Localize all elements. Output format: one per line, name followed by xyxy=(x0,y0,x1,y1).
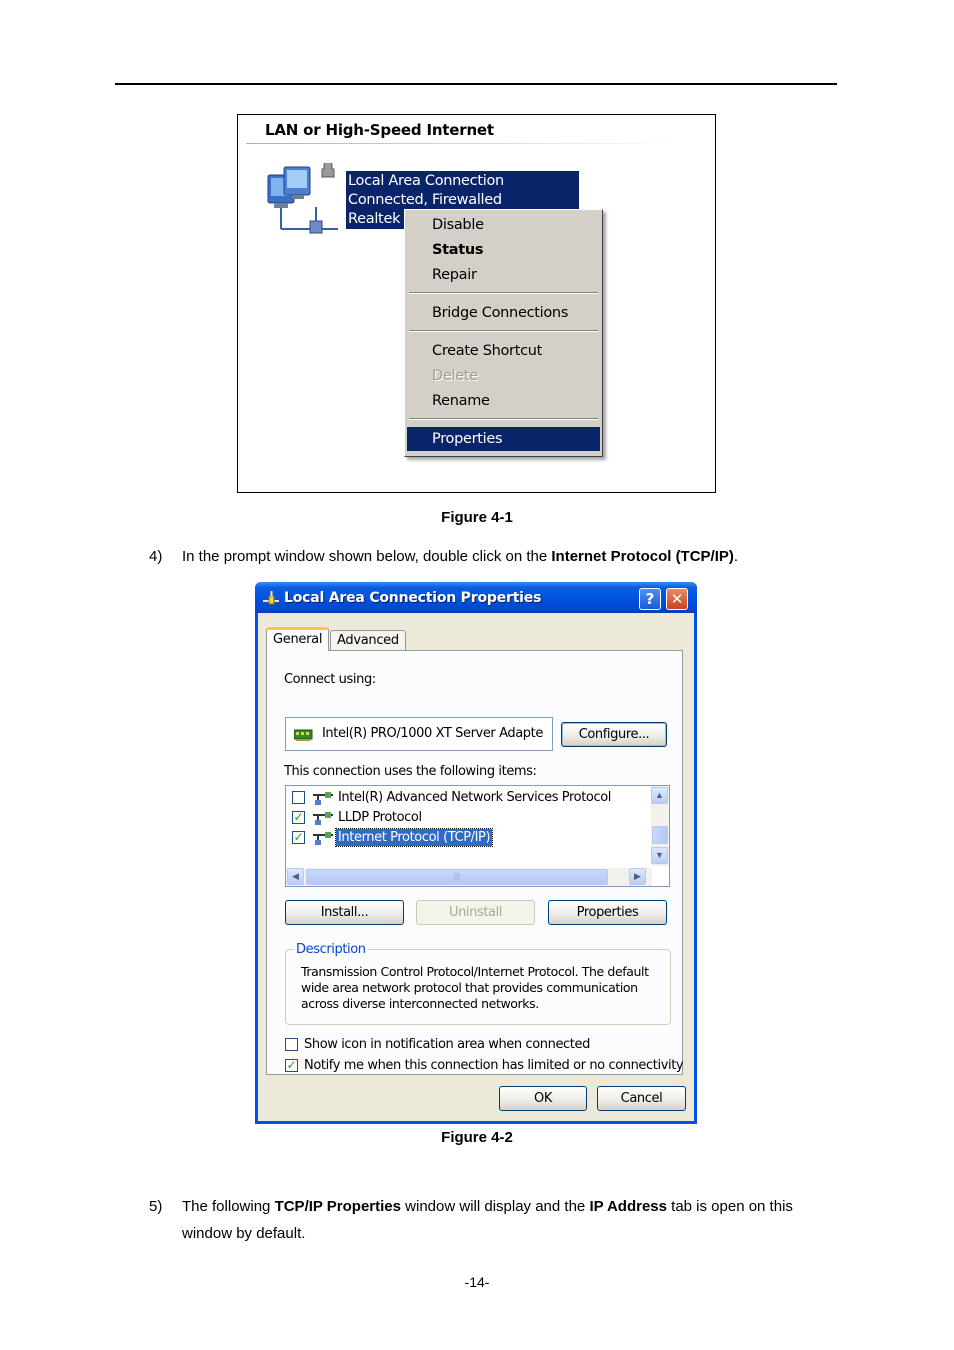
help-icon[interactable]: ? xyxy=(639,588,661,610)
item-label: Intel(R) Advanced Network Services Protocol xyxy=(338,790,611,805)
step-text-line-2: window by default. xyxy=(182,1225,306,1242)
adapter-field xyxy=(285,717,553,751)
local-area-connection-properties-dialog xyxy=(255,582,697,1124)
figure-caption-1: Figure 4-1 xyxy=(441,509,513,526)
connection-status: Connected, Firewalled xyxy=(348,192,502,208)
checkmark-icon[interactable]: ✓ xyxy=(293,810,304,824)
figure-4-1 xyxy=(237,114,716,493)
notify-label: Notify me when this connection has limited or no connectivity xyxy=(304,1058,684,1073)
title-bar[interactable] xyxy=(255,582,697,613)
scroll-left-icon[interactable]: ◀ xyxy=(287,868,304,885)
menu-separator xyxy=(409,330,598,332)
menu-item-create-shortcut[interactable]: Create Shortcut xyxy=(432,343,543,359)
checkmark-icon[interactable]: ✓ xyxy=(286,1058,297,1072)
menu-separator xyxy=(409,292,598,294)
ok-button[interactable]: OK xyxy=(499,1086,587,1111)
dialog-body xyxy=(258,613,694,1121)
items-label: This connection uses the following items: xyxy=(284,764,537,779)
step-number: 4) xyxy=(149,548,163,565)
connection-name: Local Area Connection xyxy=(348,173,504,189)
description-legend: Description xyxy=(296,942,366,957)
close-icon[interactable]: ✕ xyxy=(666,588,688,610)
components-list[interactable] xyxy=(285,785,670,887)
menu-item-repair[interactable]: Repair xyxy=(432,267,477,283)
show-icon-checkbox[interactable] xyxy=(285,1038,298,1051)
tab-general[interactable]: General xyxy=(266,627,329,651)
protocol-icon xyxy=(312,831,334,845)
step-number: 5) xyxy=(149,1198,163,1215)
menu-item-disable[interactable]: Disable xyxy=(432,217,484,233)
section-heading: LAN or High-Speed Internet xyxy=(265,121,494,139)
header-rule xyxy=(115,83,837,85)
heading-underline xyxy=(246,143,686,144)
general-tab-panel xyxy=(266,650,683,1075)
figure-caption-2: Figure 4-2 xyxy=(441,1129,513,1146)
page-number: -14- xyxy=(464,1274,490,1290)
menu-item-properties[interactable]: Properties xyxy=(407,427,600,451)
tab-advanced[interactable]: Advanced xyxy=(330,630,406,652)
menu-item-rename[interactable]: Rename xyxy=(432,393,490,409)
scroll-right-icon[interactable]: ▶ xyxy=(629,868,646,885)
properties-button[interactable]: Properties xyxy=(548,900,667,925)
scroll-thumb[interactable]: ||| xyxy=(306,869,608,885)
dialog-title: Local Area Connection Properties xyxy=(284,590,542,606)
horizontal-scrollbar[interactable] xyxy=(286,868,652,886)
checkmark-icon[interactable]: ✓ xyxy=(293,830,304,844)
configure-button[interactable]: Configure... xyxy=(561,722,667,747)
step-text: In the prompt window shown below, double click on the Internet Protocol (TCP/IP). xyxy=(182,548,739,565)
network-connection-icon[interactable] xyxy=(266,163,344,237)
description-text: Transmission Control Protocol/Internet Protocol. The default wide area network protocol that provides communication across diverse interconnected networks. xyxy=(301,964,649,1011)
show-icon-label: Show icon in notification area when connected xyxy=(304,1037,590,1052)
menu-item-status[interactable]: Status xyxy=(432,242,484,258)
uninstall-button: Uninstall xyxy=(416,900,535,925)
scroll-up-icon[interactable]: ▲ xyxy=(651,787,668,804)
item-checkbox[interactable] xyxy=(292,791,305,804)
adapter-name: Intel(R) PRO/1000 XT Server Adapte xyxy=(322,726,543,741)
protocol-icon xyxy=(312,811,334,825)
menu-separator xyxy=(409,418,598,420)
protocol-icon xyxy=(312,791,334,805)
step-text-line-1: The following TCP/IP Properties window will display and the IP Address tab is open on this xyxy=(182,1198,793,1215)
network-adapter-icon xyxy=(294,729,314,741)
item-label-selected: Internet Protocol (TCP/IP) xyxy=(338,830,491,845)
scroll-down-icon[interactable]: ▼ xyxy=(651,847,668,864)
context-menu xyxy=(404,209,603,457)
item-label: LLDP Protocol xyxy=(338,810,422,825)
install-button[interactable]: Install... xyxy=(285,900,404,925)
menu-item-bridge-connections[interactable]: Bridge Connections xyxy=(432,305,569,321)
cancel-button[interactable]: Cancel xyxy=(597,1086,686,1111)
connect-using-label: Connect using: xyxy=(284,672,376,687)
scroll-thumb[interactable] xyxy=(652,826,668,844)
menu-item-delete: Delete xyxy=(432,368,478,384)
description-group xyxy=(285,942,671,1025)
vertical-scrollbar[interactable] xyxy=(651,786,669,866)
connection-device: Realtek xyxy=(348,211,401,227)
network-connection-icon xyxy=(261,588,281,608)
